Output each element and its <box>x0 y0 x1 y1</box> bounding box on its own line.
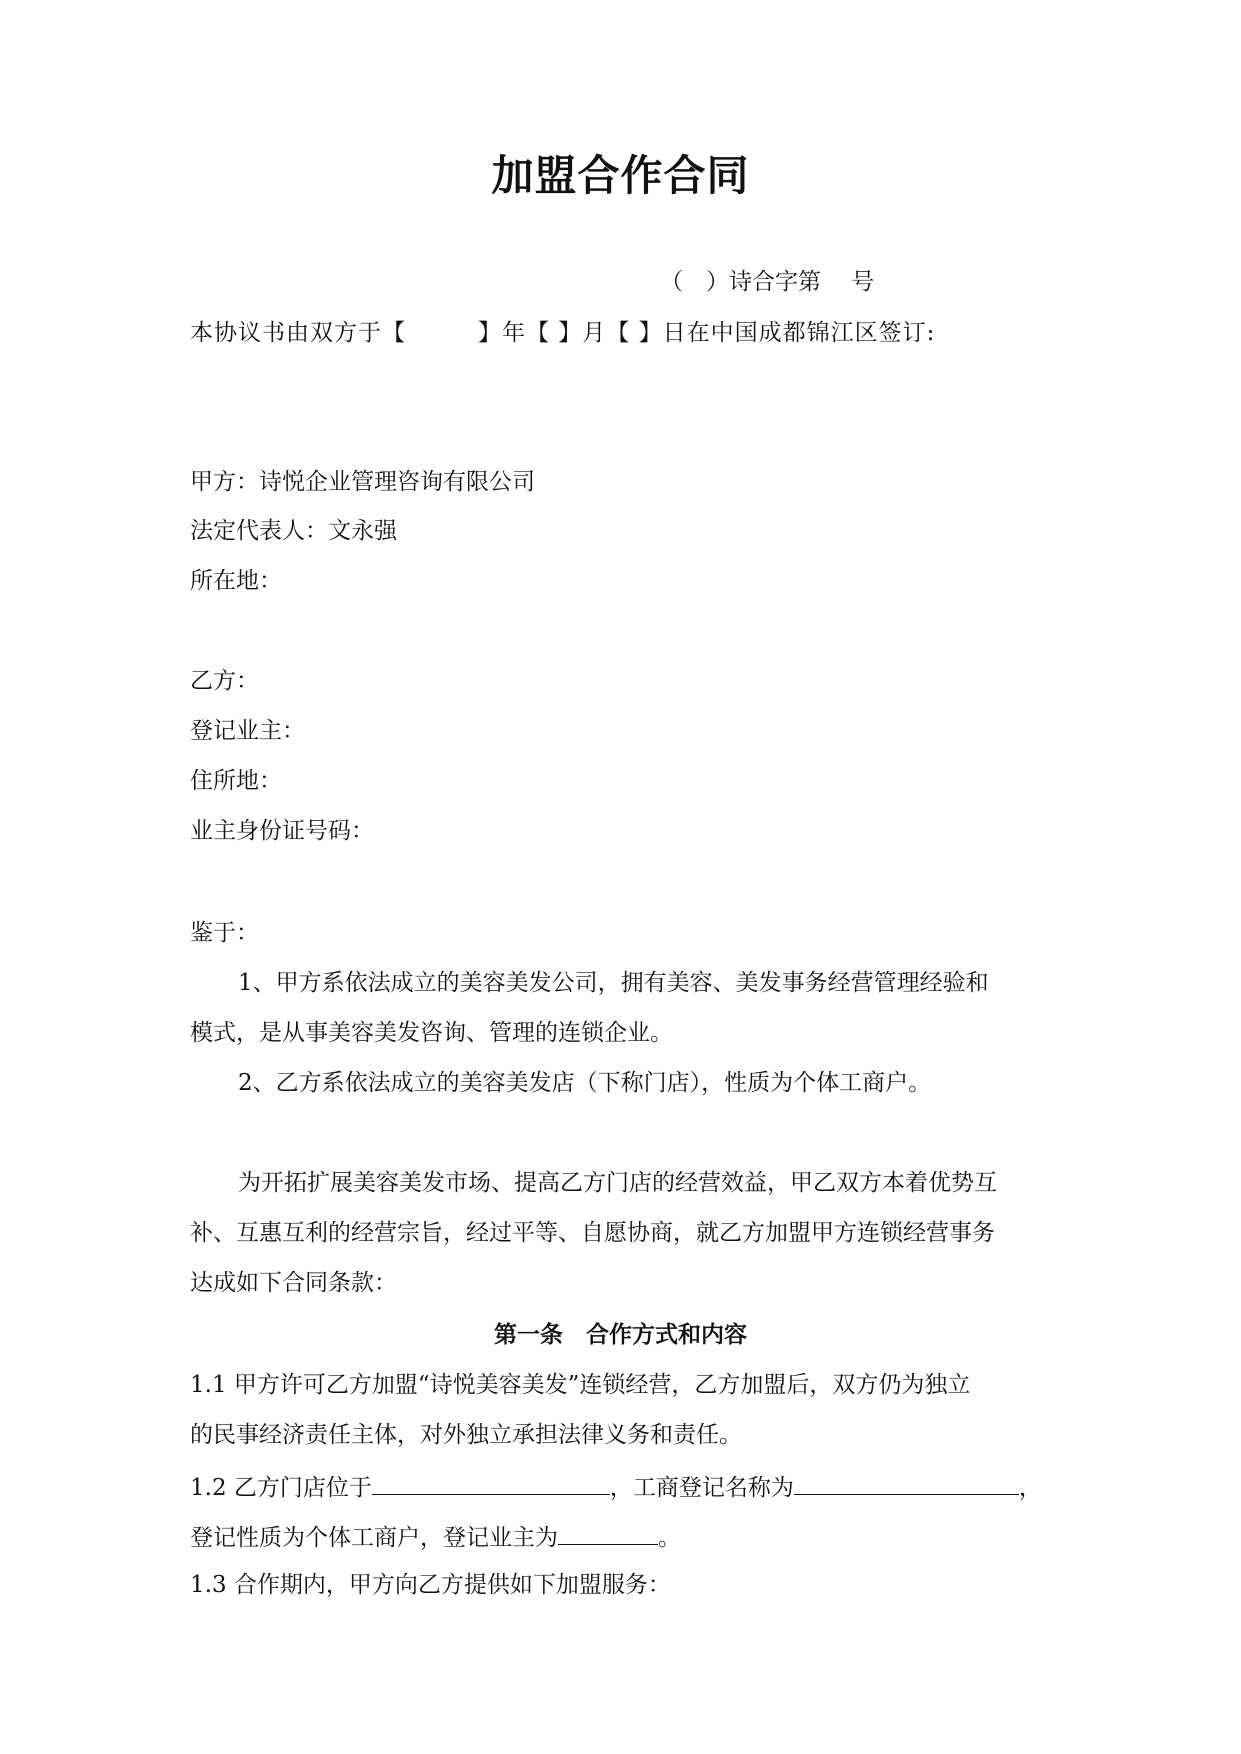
clause-1-2-registered-name-label: ，工商登记名称为 <box>609 1475 794 1501</box>
signing-statement: 本协议书由双方于【 】年【 】月【 】日在中国成都锦江区签订: <box>190 320 936 346</box>
clause-1-2-period: 。 <box>658 1525 681 1551</box>
document-title: 加盟合作合同 <box>491 151 750 200</box>
contract-number: （ ）诗合字第 号 <box>660 269 875 295</box>
article-1-heading: 第一条 合作方式和内容 <box>494 1321 747 1348</box>
party-a-address: 所在地： <box>190 568 282 594</box>
clause-1-1-line-1: 1.1 甲方许可乙方加盟“诗悦美容美发”连锁经营，乙方加盟后，双方仍为独立 <box>190 1372 971 1398</box>
preamble-line-1: 为开拓扩展美容美发市场、提高乙方门店的经营效益，甲乙双方本着优势互 <box>238 1170 997 1196</box>
whereas-item-2: 2、乙方系依法成立的美容美发店（下称门店），性质为个体工商户。 <box>238 1070 932 1096</box>
party-b-id-number: 业主身份证号码： <box>190 818 374 844</box>
party-b-residence: 住所地： <box>190 768 282 794</box>
clause-1-2-location-label: 1.2 乙方门店位于 <box>190 1475 372 1501</box>
whereas-item-1-line-2: 模式，是从事美容美发咨询、管理的连锁企业。 <box>190 1020 673 1046</box>
registered-owner-blank[interactable] <box>558 1520 658 1545</box>
preamble-line-3: 达成如下合同条款： <box>190 1270 397 1296</box>
clause-1-1-line-2: 的民事经济责任主体，对外独立承担法律义务和责任。 <box>190 1422 742 1448</box>
party-a-representative: 法定代表人：文永强 <box>190 518 397 544</box>
whereas-heading: 鉴于： <box>190 920 259 946</box>
party-b-name: 乙方： <box>190 668 259 694</box>
registered-name-blank[interactable] <box>794 1470 1019 1495</box>
party-a-name: 甲方：诗悦企业管理咨询有限公司 <box>190 469 535 495</box>
whereas-item-1-line-1: 1、甲方系依法成立的美容美发公司，拥有美容、美发事务经营管理经验和 <box>238 970 989 996</box>
clause-1-2-line-2 <box>190 1520 681 1553</box>
clause-1-3: 1.3 合作期内，甲方向乙方提供如下加盟服务： <box>190 1572 671 1598</box>
store-location-blank[interactable] <box>372 1470 610 1495</box>
party-b-owner: 登记业主： <box>190 718 305 744</box>
clause-1-2-owner-label: 登记性质为个体工商户，登记业主为 <box>190 1525 558 1551</box>
clause-1-2-line-1 <box>190 1470 1042 1503</box>
clause-1-2-comma: ， <box>1018 1475 1042 1501</box>
preamble-line-2: 补、互惠互利的经营宗旨，经过平等、自愿协商，就乙方加盟甲方连锁经营事务 <box>190 1220 995 1246</box>
